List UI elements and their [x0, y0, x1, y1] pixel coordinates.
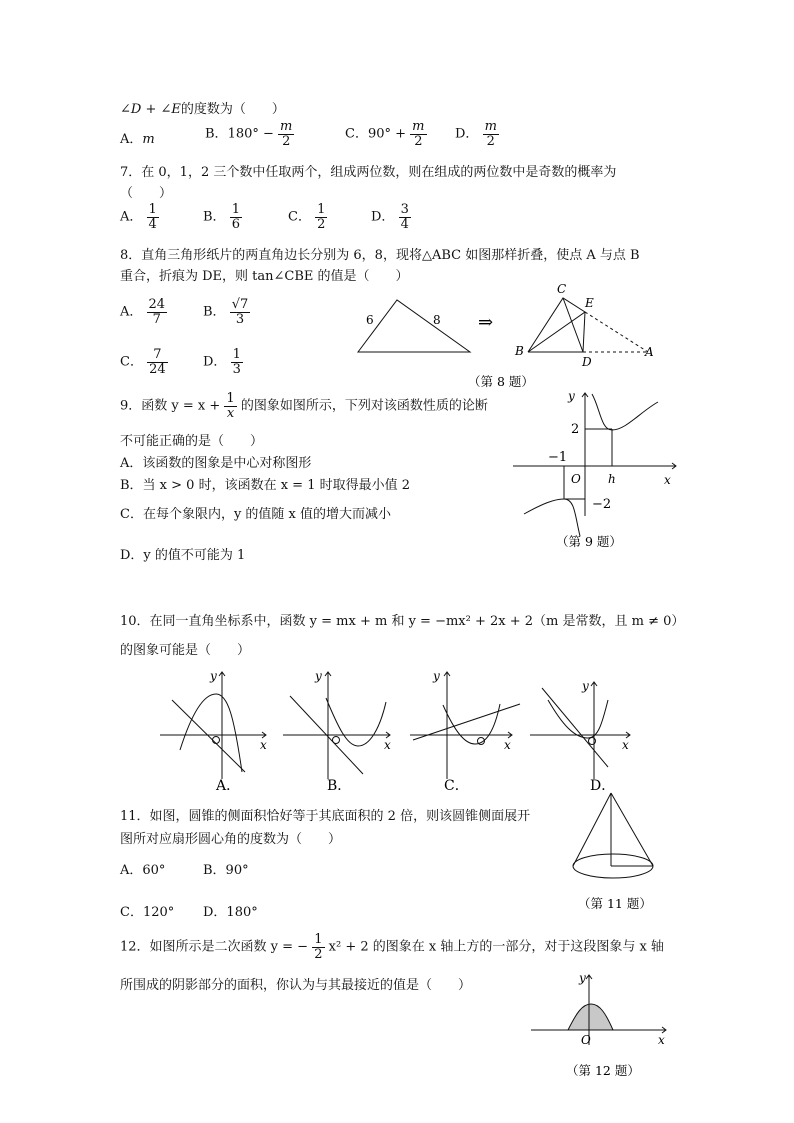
q10c-label: C． — [444, 778, 469, 794]
q10b-parabola — [326, 698, 386, 746]
q10a-label: A． — [216, 778, 241, 794]
q8-option-a: A． $\frac{24}{7}$ — [120, 297, 166, 327]
q8-option-d: D． $\frac{1}{3}$ — [203, 347, 241, 377]
q11-option-a: A．60° — [120, 863, 166, 878]
q9-option-c: C．在每个象限内，y 的值随 x 值的增大而减小 — [120, 507, 392, 522]
q9-curve-left — [524, 499, 580, 536]
q10-graph-b — [283, 669, 391, 794]
q11-cone-figure — [566, 790, 666, 915]
q8-point-e: E — [585, 296, 594, 310]
q8-fold-dashed — [585, 312, 648, 352]
q9-label-x: x — [664, 473, 671, 487]
q10b-label: B． — [327, 778, 352, 794]
q11-option-b: B．90° — [203, 863, 249, 878]
q10d-line — [542, 688, 608, 767]
q12-x-label: x — [658, 1033, 665, 1047]
q7-option-d: D． $\frac{3}{4}$ — [371, 202, 409, 232]
q9-label-y: y — [568, 389, 575, 403]
q9-label-neg2: −2 — [592, 497, 612, 512]
q10a-line — [172, 700, 245, 772]
q8-stem-line2: 重合，折痕为 DE，则 tan∠CBE 的值是（ ） — [120, 269, 409, 284]
q10c-parabola — [443, 704, 500, 744]
q8-point-a: A — [645, 345, 654, 359]
q12-stem-line2: 所围成的阴影部分的面积，你认为与其最接近的值是（ ） — [120, 978, 472, 993]
q7-stem-line2: （ ） — [120, 186, 173, 201]
q8-side-8: 8 — [433, 313, 441, 327]
q6-stem: ∠D + ∠E的度数为（ ） — [120, 102, 285, 117]
q9-stem-line1: 9．函数 y = x + $\frac{1}{x}$ 的图象如图所示，下列对该函数性质的论断 — [120, 391, 488, 421]
q10c-x-label: x — [504, 738, 511, 752]
q9-option-a: A．该函数的图象是中心对称图形 — [120, 456, 312, 471]
q10-graph-c — [410, 669, 520, 794]
q10b-y-label: y — [315, 669, 322, 683]
q7-option-c: C． $\frac{1}{2}$ — [288, 202, 326, 232]
q11-option-c: C．120° — [120, 905, 175, 920]
q7-stem-line1: 7．在 0，1，2 三个数中任取两个，组成两位数，则在组成的两位数中是奇数的概率为 — [120, 165, 617, 180]
q12-y-label: y — [579, 971, 586, 985]
q11-option-d: D．180° — [203, 905, 258, 920]
q10-stem-line1: 10．在同一直角坐标系中，函数 y = mx + m 和 y = −mx² + 2x + 2（m 是常数，且 m ≠ 0） — [120, 614, 685, 629]
q8-triangle-original — [358, 300, 470, 352]
q9-caption: （第 9 题） — [556, 534, 622, 549]
q8-point-c: C — [557, 282, 567, 296]
q8-option-c: C． $\frac{7}{24}$ — [120, 347, 166, 377]
q10-figures — [150, 662, 640, 794]
q6-option-a: A．m — [120, 132, 155, 147]
q10d-x-label: x — [622, 738, 629, 752]
q10d-y-label: y — [582, 679, 589, 693]
q8-option-b: B． $\frac{√7}{3}$ — [203, 297, 249, 327]
q12-caption: （第 12 题） — [566, 1063, 640, 1078]
q9-label-2: 2 — [571, 422, 580, 437]
q10-graph-d — [530, 679, 630, 794]
q11-stem-line2: 图所对应扇形圆心角的度数为（ ） — [120, 832, 342, 847]
q7-option-a: A． $\frac{1}{4}$ — [120, 202, 157, 232]
q6-option-c: C．90° + $\frac{m}{2}$ — [345, 119, 425, 149]
q12-stem-line1: 12．如图所示是二次函数 y = − $\frac{1}{2}$ x² + 2 的图象在 x 轴上方的一部分，对于这段图象与 x 轴 — [120, 932, 664, 962]
q8-arrow-icon: ⇒ — [478, 312, 494, 333]
q10b-x-label: x — [384, 738, 391, 752]
q10-graph-a — [160, 669, 267, 794]
q8-point-d: D — [582, 355, 592, 369]
q10a-y-label: y — [210, 669, 217, 683]
q8-caption: （第 8 题） — [468, 374, 534, 389]
q11-stem-line1: 11．如图，圆锥的侧面积恰好等于其底面积的 2 倍，则该圆锥侧面展开 — [120, 809, 531, 824]
q6-option-b: B．180° − $\frac{m}{2}$ — [205, 119, 293, 149]
q9-label-neg1: −1 — [548, 450, 568, 465]
q7-option-b: B． $\frac{1}{6}$ — [203, 202, 240, 232]
q9-stem-line2: 不可能正确的是（ ） — [120, 434, 264, 449]
q11-caption: （第 11 题） — [578, 896, 652, 911]
q10c-y-label: y — [433, 669, 440, 683]
q10-stem-line2: 的图象可能是（ ） — [120, 643, 251, 658]
q10a-x-label: x — [260, 738, 267, 752]
q12-figure — [528, 970, 678, 1085]
q10d-label: D． — [590, 778, 616, 794]
q9-figure — [508, 388, 688, 553]
q9-option-b: B．当 x > 0 时，该函数在 x = 1 时取得最小值 2 — [120, 478, 411, 493]
q6-option-d: D． $\frac{m}{2}$ — [455, 119, 497, 149]
q8-stem-line1: 8．直角三角形纸片的两直角边长分别为 6，8，现将△ABC 如图那样折叠，使点 A 与点 B — [120, 248, 640, 263]
q9-label-o: O — [571, 472, 581, 486]
q9-curve-right — [592, 394, 658, 430]
q8-triangle-folded — [528, 298, 585, 352]
q9-label-h: h — [608, 472, 616, 486]
q12-o-label: O — [581, 1033, 591, 1047]
q12-shaded-area — [568, 1004, 613, 1030]
q8-side-6: 6 — [366, 313, 374, 327]
q8-figure — [350, 280, 670, 395]
q8-point-b: B — [515, 344, 524, 358]
q9-option-d: D．y 的值不可能为 1 — [120, 548, 246, 563]
